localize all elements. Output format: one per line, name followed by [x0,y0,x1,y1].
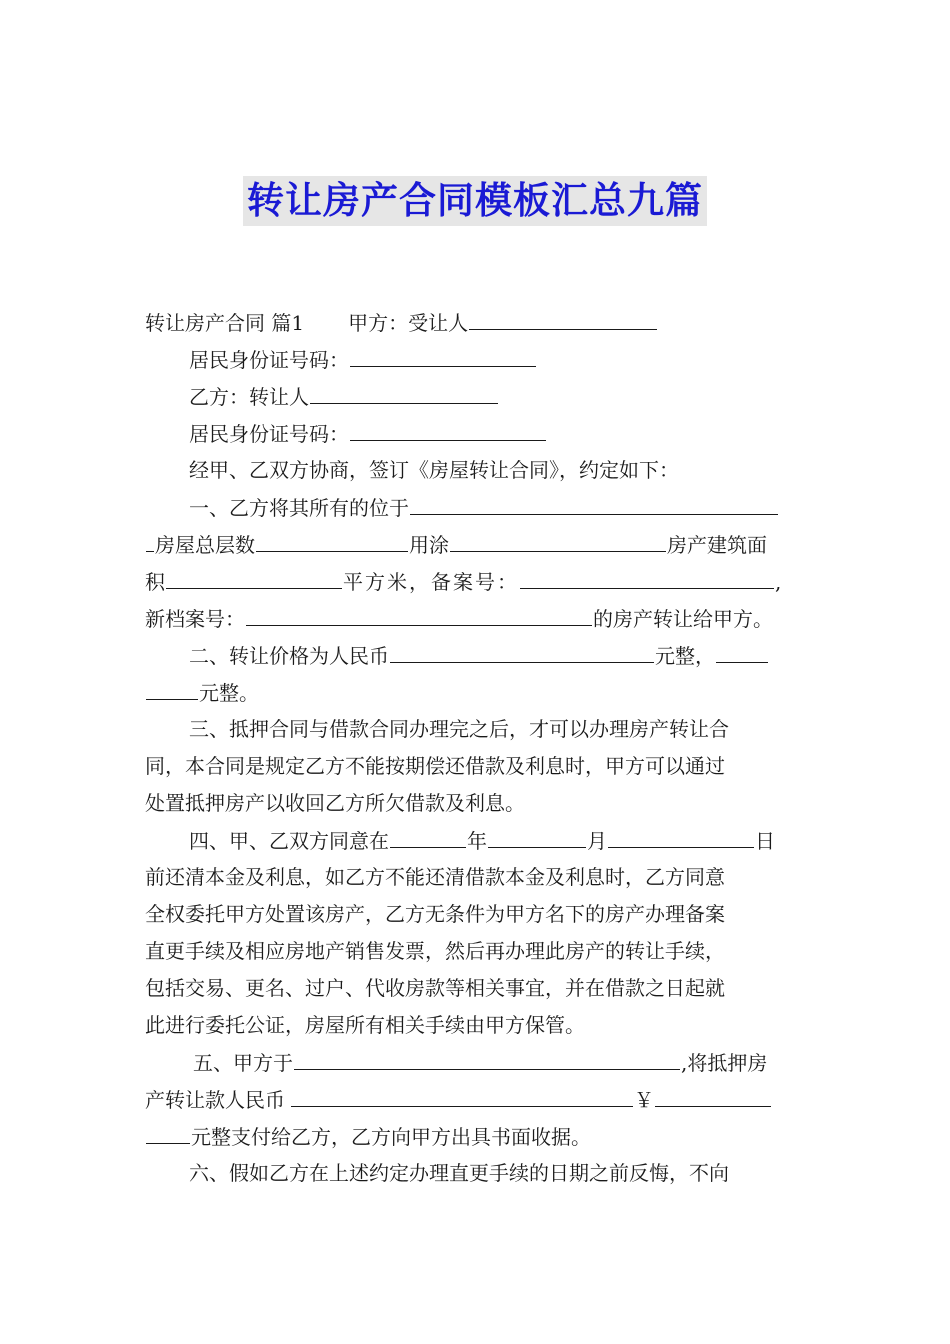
id-blank-2 [350,415,546,441]
month-label: 月 [587,829,607,853]
clause-1-d: 房产建筑面 [667,533,767,557]
clause-5-e: 元整支付给乙方，乙方向甲方出具书面收据。 [191,1125,591,1149]
clause-1-line-1 [145,489,807,526]
year-label: 年 [467,829,487,853]
clause-1-f: 平方米，备案号： [343,570,519,594]
clause-1-g: , [775,570,782,594]
id-label-1: 居民身份证号码： [189,348,349,372]
clause-4-line-5 [145,970,807,1007]
clause-4-line-3 [145,896,807,933]
clause-1-line-4 [145,600,807,637]
price-blank-2 [716,637,768,663]
document-title: 转让房产合同模板汇总九篇 [243,176,707,226]
usage-blank [450,526,666,552]
archive-no-blank [246,600,592,626]
party-b-label: 乙方：转让人 [189,385,309,409]
floors-blank [256,526,408,552]
clause-5-line-3 [145,1118,807,1155]
price-blank [390,637,654,663]
party-a-label: 甲方：受让人 [348,311,469,335]
clause-4-line-4 [145,933,807,970]
clause-2-c: 元整。 [199,681,259,705]
clause-6-line-1 [145,1155,807,1192]
day-label: 日 [755,829,775,853]
clause-5-b: ,将抵押房 [681,1051,768,1075]
clause-4-a: 四、甲、乙双方同意在 [189,829,389,853]
clause-4-line-6 [145,1007,807,1044]
clause-5-a: 五、甲方于 [193,1051,293,1075]
contract-heading: 转让房产合同 篇1 [145,311,305,335]
clause-4-text-3: 直更手续及相应房地产销售发票，然后再办理此房产的转让手续， [145,939,725,963]
id-label-2: 居民身份证号码： [189,422,349,446]
clause-2-line-1 [145,637,807,674]
clause-4-text-4: 包括交易、更名、过户、代收房款等相关事宜，并在借款之日起就 [145,976,725,1000]
clause-3-text-2: 同，本合同是规定乙方不能按期偿还借款及利息时，甲方可以通过 [145,754,725,778]
clause-4-line-1 [145,822,807,859]
month-blank [488,822,586,848]
area-blank [166,563,342,589]
location-blank [410,489,778,515]
clause-3-text-3: 处置抵押房产以收回乙方所欠借款及利息。 [145,791,525,815]
clause-1-a: 一、乙方将其所有的位于 [189,496,409,520]
party-b-line [145,378,807,415]
id-blank-1 [350,341,536,367]
clause-3-line-1 [145,711,807,748]
clause-2-b: 元整， [655,644,715,668]
clause-1-line-2 [145,526,807,563]
id-line-1 [145,341,807,378]
clause-6-text: 六、假如乙方在上述约定办理直更手续的日期之前反悔，不向 [189,1161,729,1185]
location-blank-cont [146,526,154,552]
clause-1-i: 的房产转让给甲方。 [593,607,773,631]
amount-figure-blank [655,1081,771,1107]
title-container [0,176,950,226]
contract-body [145,304,807,1192]
clause-3-line-3 [145,785,807,822]
party-a-blank [469,304,657,330]
clause-5-c: 产转让款人民币 [145,1088,285,1112]
id-line-2 [145,415,807,452]
year-blank [390,822,466,848]
party-b-blank [310,378,498,404]
clause-2-line-2 [145,674,807,711]
amount-figure-blank-cont [146,1118,190,1144]
clause-3-text-1: 三、抵押合同与借款合同办理完之后，才可以办理房产转让合 [189,717,729,741]
amount-words-blank [291,1081,633,1107]
clause-4-line-2 [145,859,807,896]
date-blank [294,1044,680,1070]
clause-1-line-3 [145,563,807,600]
clause-5-d: ￥ [634,1088,654,1112]
clause-1-e: 积 [145,570,165,594]
agree-line [145,452,807,489]
day-blank [608,822,754,848]
price-blank-2-cont [146,674,198,700]
record-no-blank [520,563,774,589]
clause-1-h: 新档案号： [145,607,245,631]
clause-1-c: 用涂 [409,533,449,557]
contract-heading-line [145,304,807,341]
clause-4-text-5: 此进行委托公证，房屋所有相关手续由甲方保管。 [145,1013,585,1037]
clause-5-line-1 [145,1044,807,1081]
agree-text: 经甲、乙双方协商，签订《房屋转让合同》，约定如下： [189,458,679,482]
clause-2-a: 二、转让价格为人民币 [189,644,389,668]
clause-1-b: 房屋总层数 [155,533,255,557]
clause-4-text-2: 全权委托甲方处置该房产，乙方无条件为甲方名下的房产办理备案 [145,902,725,926]
clause-5-line-2 [145,1081,807,1118]
clause-4-text-1: 前还清本金及利息，如乙方不能还清借款本金及利息时，乙方同意 [145,865,725,889]
clause-3-line-2 [145,748,807,785]
